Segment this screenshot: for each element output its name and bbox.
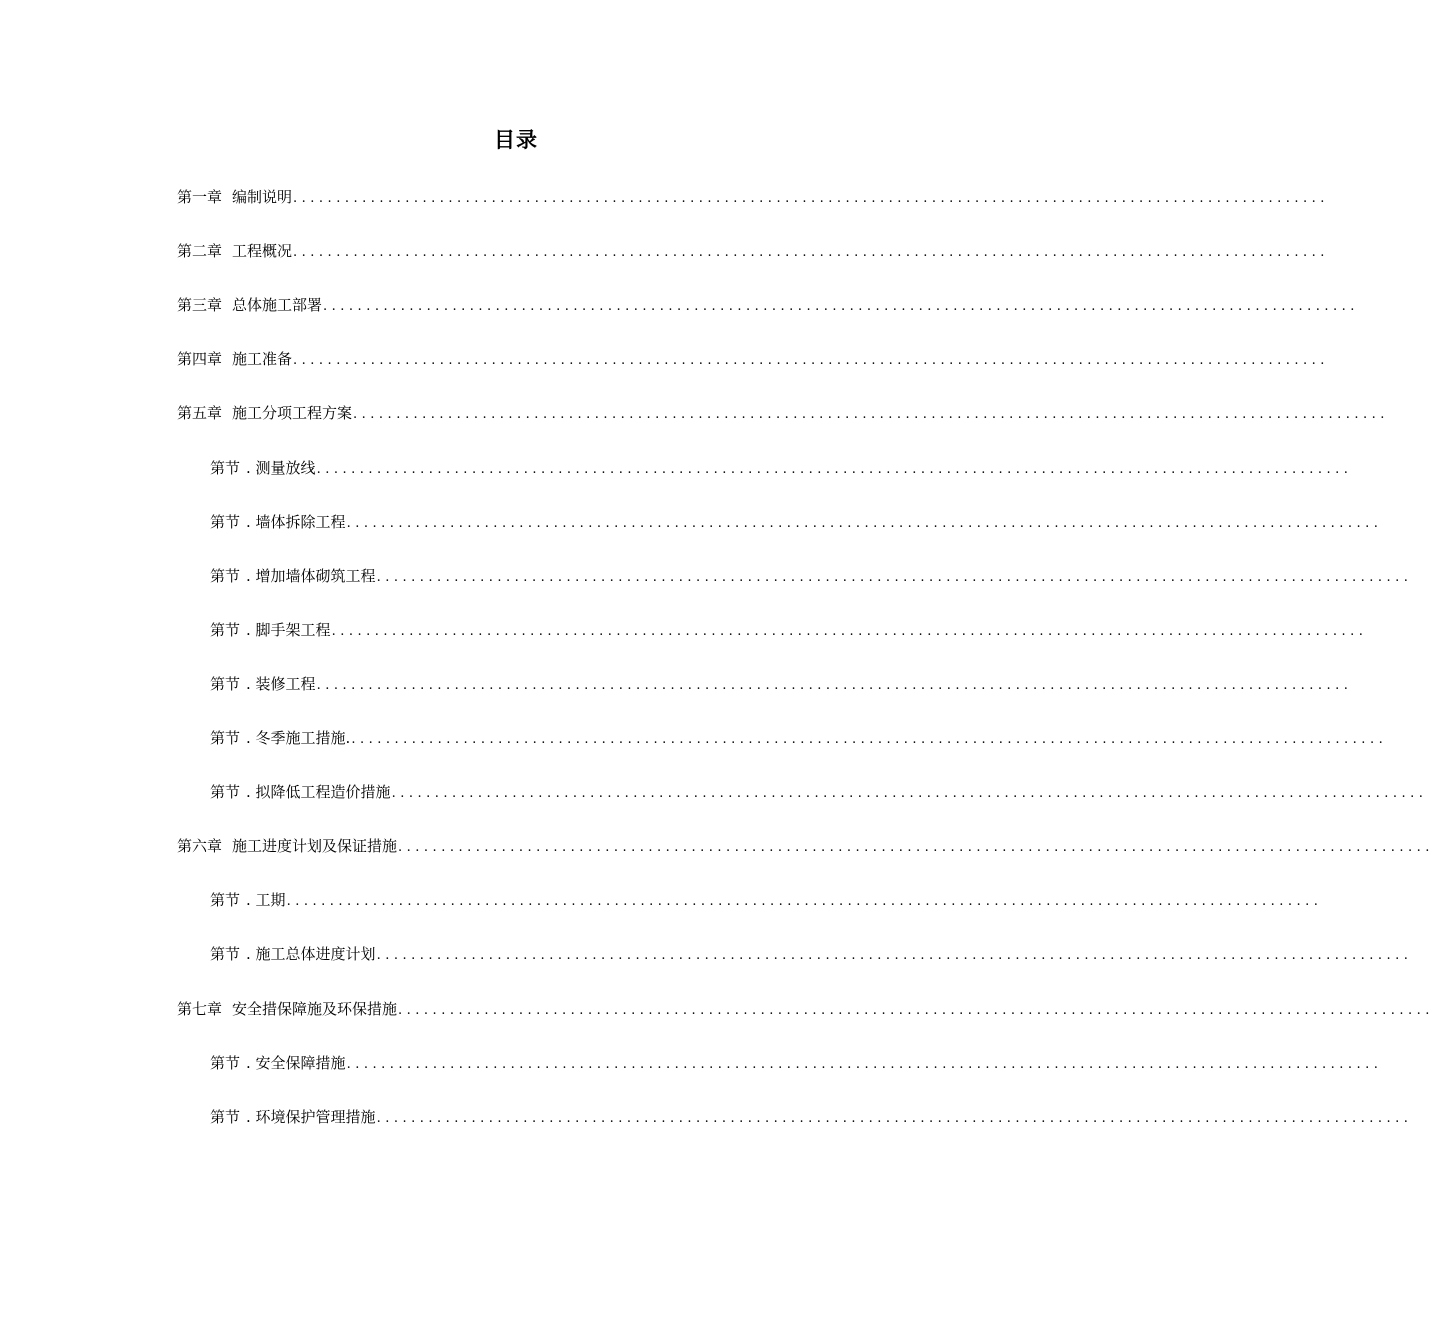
entry-number: 第节 — [210, 783, 241, 801]
entry-title: . 脚手架工程 — [246, 621, 331, 639]
dot-leader: ........................................................................................................................ — [391, 786, 1428, 801]
entry-number: 第节 — [210, 513, 241, 531]
toc-section-entry[interactable] — [210, 782, 1428, 802]
toc-section-entry[interactable] — [210, 458, 1353, 478]
page-title: 目录 — [494, 128, 538, 152]
entry-title: 总体施工部署 — [232, 296, 323, 314]
dot-leader: ........................................................................................................................ — [376, 1111, 1413, 1126]
entry-title: 施工准备 — [232, 350, 293, 368]
toc-section-entry[interactable] — [210, 620, 1368, 640]
entry-title: . 工期 — [246, 891, 286, 909]
toc-chapter-entry[interactable] — [177, 836, 1434, 856]
dot-leader: ........................................................................................................................ — [376, 948, 1413, 963]
toc-chapter-entry[interactable] — [177, 349, 1329, 369]
entry-title: . 安全保障措施 — [246, 1054, 346, 1072]
entry-number: 第四章 — [177, 350, 223, 368]
dot-leader: ........................................................................................................................ — [376, 570, 1413, 585]
entry-number: 第三章 — [177, 296, 223, 314]
dot-leader: ........................................................................................................................ — [398, 1003, 1434, 1018]
entry-title: 安全措保障施及环保措施 — [232, 1000, 398, 1018]
entry-number: 第节 — [210, 1054, 241, 1072]
entry-title: 编制说明 — [232, 188, 293, 206]
dot-leader: ........................................................................................................................ — [351, 732, 1388, 747]
entry-title: 工程概况 — [232, 242, 293, 260]
entry-title: . 拟降低工程造价措施 — [246, 783, 391, 801]
toc-section-entry[interactable] — [210, 566, 1413, 586]
entry-number: 第节 — [210, 1108, 241, 1126]
toc-section-entry[interactable] — [210, 728, 1388, 748]
entry-number: 第七章 — [177, 1000, 223, 1018]
entry-number: 第节 — [210, 621, 241, 639]
toc-chapter-entry[interactable] — [177, 187, 1329, 207]
dot-leader: ........................................................................................................................ — [346, 1057, 1383, 1072]
dot-leader: ........................................................................................................................ — [316, 462, 1353, 477]
entry-title: 施工分项工程方案 — [232, 404, 353, 422]
toc-chapter-entry[interactable] — [177, 403, 1389, 423]
entry-number: 第节 — [210, 459, 241, 477]
entry-number: 第节 — [210, 675, 241, 693]
dot-leader: ........................................................................................................................ — [293, 353, 1329, 368]
entry-title: . 施工总体进度计划 — [246, 945, 376, 963]
dot-leader: ........................................................................................................................ — [316, 678, 1353, 693]
toc-section-entry[interactable] — [210, 1053, 1383, 1073]
entry-number: 第节 — [210, 729, 241, 747]
toc-section-entry[interactable] — [210, 890, 1323, 910]
entry-number: 第二章 — [177, 242, 223, 260]
entry-title: 施工进度计划及保证措施 — [232, 837, 398, 855]
dot-leader: ........................................................................................................................ — [353, 407, 1389, 422]
dot-leader: ........................................................................................................................ — [293, 191, 1329, 206]
entry-number: 第六章 — [177, 837, 223, 855]
entry-number: 第一章 — [177, 188, 223, 206]
entry-number: 第节 — [210, 945, 241, 963]
dot-leader: ........................................................................................................................ — [293, 245, 1329, 260]
toc-section-entry[interactable] — [210, 674, 1353, 694]
dot-leader: ........................................................................................................................ — [398, 840, 1434, 855]
entry-number: 第五章 — [177, 404, 223, 422]
entry-number: 第节 — [210, 891, 241, 909]
dot-leader: ........................................................................................................................ — [331, 624, 1368, 639]
entry-title: . 测量放线 — [246, 459, 316, 477]
entry-title: . 环境保护管理措施 — [246, 1108, 376, 1126]
toc-chapter-entry[interactable] — [177, 295, 1359, 315]
entry-title: . 墙体拆除工程 — [246, 513, 346, 531]
entry-title: . 装修工程 — [246, 675, 316, 693]
toc-chapter-entry[interactable] — [177, 241, 1329, 261]
toc-chapter-entry[interactable] — [177, 999, 1434, 1019]
entry-number: 第节 — [210, 567, 241, 585]
toc-section-entry[interactable] — [210, 1107, 1413, 1127]
dot-leader: ........................................................................................................................ — [286, 894, 1323, 909]
toc-section-entry[interactable] — [210, 512, 1383, 532]
dot-leader: ........................................................................................................................ — [346, 516, 1383, 531]
toc-section-entry[interactable] — [210, 944, 1413, 964]
dot-leader: ........................................................................................................................ — [323, 299, 1359, 314]
entry-title: . 冬季施工措施. — [246, 729, 351, 747]
entry-title: . 增加墙体砌筑工程 — [246, 567, 376, 585]
